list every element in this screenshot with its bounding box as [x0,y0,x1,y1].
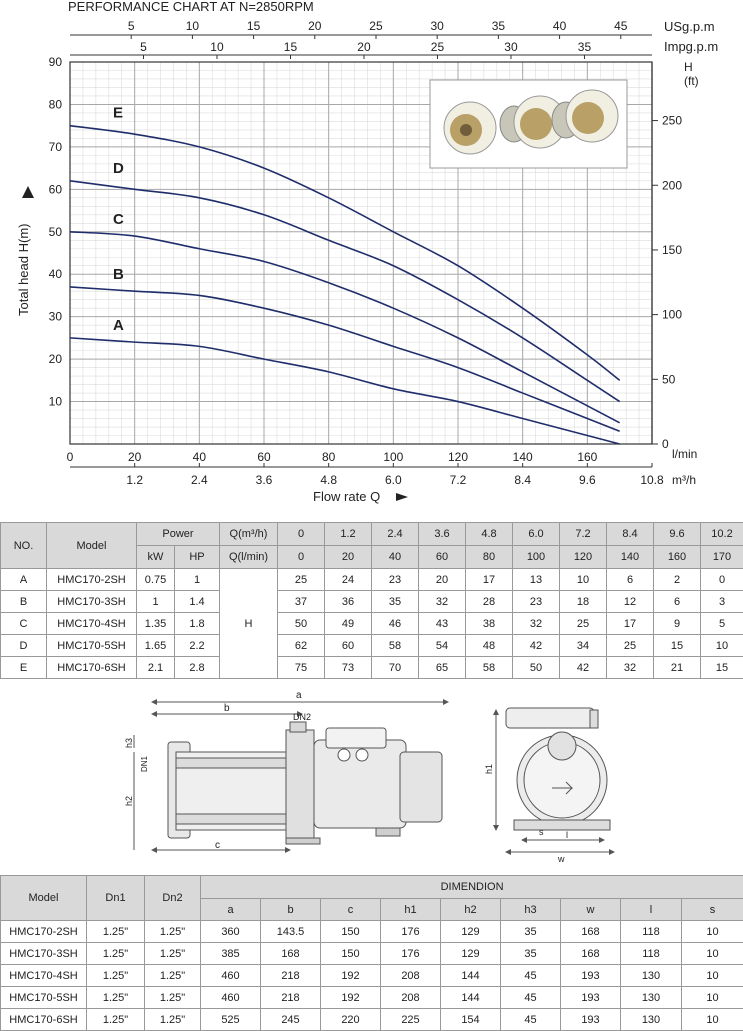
row-no: E [1,657,47,679]
ft-tick-label: 100 [662,308,682,322]
head-value-cell: 18 [560,591,607,613]
series-label-E: E [113,105,123,122]
x-tick-label-lmin: 100 [383,450,403,464]
dim-header-dn1: Dn1 [87,876,145,921]
q-m3h-cell: 3.6 [419,523,466,546]
dim-value-cell: 525 [201,1009,261,1031]
dim-row-dn1: 1.25" [87,943,145,965]
head-value-cell: 35 [372,591,419,613]
table-row [1,613,743,635]
y-tick-label: 80 [49,97,63,111]
row-kw: 0.75 [137,569,175,591]
head-value-cell: 0 [701,569,743,591]
dim-row-dn1: 1.25" [87,987,145,1009]
x-tick-label-m3h: 7.2 [450,473,467,487]
dim-col-header: c [321,899,381,921]
dim-value-cell: 118 [621,943,682,965]
row-model: HMC170-6SH [47,657,137,679]
y-tick-label: 30 [49,310,63,324]
impgpm-tick-label: 35 [578,40,592,54]
y-tick-label: 50 [49,225,63,239]
q-m3h-cell: 9.6 [654,523,701,546]
x-tick-label-lmin: 0 [67,450,74,464]
q-lmin-cell: 170 [701,546,743,569]
dim-row-dn2: 1.25" [145,987,201,1009]
head-value-cell: 32 [607,657,654,679]
dim-value-cell: 385 [201,943,261,965]
q-lmin-cell: 60 [419,546,466,569]
head-value-cell: 38 [466,613,513,635]
head-value-cell: 25 [560,613,607,635]
header-model: Model [47,523,137,569]
dim-label-l: l [566,830,568,840]
q-lmin-cell: 40 [372,546,419,569]
dim-row-model: HMC170-4SH [1,965,87,987]
head-value-cell: 50 [513,657,560,679]
head-value-cell: 3 [701,591,743,613]
dim-value-cell: 460 [201,965,261,987]
row-no: D [1,635,47,657]
dim-value-cell: 129 [441,943,501,965]
head-value-cell: 46 [372,613,419,635]
impgpm-tick-label: 20 [357,40,371,54]
x-axis-label: Flow rate Q [313,489,380,504]
usgpm-tick-label: 35 [492,19,506,33]
dim-header-dn2: Dn2 [145,876,201,921]
head-value-cell: 32 [419,591,466,613]
dim-value-cell: 45 [501,965,561,987]
header-no: NO. [1,523,47,569]
table-row [1,635,743,657]
header-kw: kW [137,546,175,569]
impgpm-tick-label: 15 [284,40,298,54]
dim-value-cell: 460 [201,987,261,1009]
q-lmin-cell: 80 [466,546,513,569]
row-no: B [1,591,47,613]
dim-value-cell: 35 [501,921,561,943]
head-value-cell: 25 [278,569,325,591]
ft-tick-label: 0 [662,437,669,451]
dim-row-dn1: 1.25" [87,965,145,987]
dimension-table [0,875,743,1031]
usgpm-tick-label: 25 [369,19,383,33]
dim-header-model: Model [1,876,87,921]
dim-value-cell: 225 [381,1009,441,1031]
dim-value-cell: 143.5 [261,921,321,943]
y-tick-label: 40 [49,267,63,281]
dim-value-cell: 10 [682,943,743,965]
head-value-cell: 50 [278,613,325,635]
dim-row-dn2: 1.25" [145,965,201,987]
table-row [1,987,743,1009]
pump-drawings [0,680,743,865]
x-tick-label-m3h: 3.6 [256,473,273,487]
head-value-cell: 36 [325,591,372,613]
dim-value-cell: 193 [561,965,621,987]
x-unit-m3h: m³/h [672,473,696,487]
head-value-cell: 73 [325,657,372,679]
impgpm-axis-label: Impg.p.m [664,39,718,54]
head-value-cell: 28 [466,591,513,613]
dim-col-header: h1 [381,899,441,921]
impgpm-tick-label: 30 [504,40,518,54]
head-value-cell: 2 [654,569,701,591]
dim-value-cell: 150 [321,921,381,943]
head-value-cell: 9 [654,613,701,635]
row-hp: 1.8 [175,613,220,635]
dim-value-cell: 220 [321,1009,381,1031]
y-tick-label: 60 [49,182,63,196]
x-tick-label-lmin: 80 [322,450,336,464]
head-value-cell: 17 [607,613,654,635]
header-q-lmin: Q(l/min) [220,546,278,569]
dim-row-dn2: 1.25" [145,921,201,943]
dim-value-cell: 129 [441,921,501,943]
usgpm-tick-label: 5 [128,19,135,33]
head-value-cell: 49 [325,613,372,635]
dim-value-cell: 45 [501,1009,561,1031]
dim-label-dn2: DN2 [293,712,311,722]
head-value-cell: 58 [372,635,419,657]
head-value-cell: 12 [607,591,654,613]
dim-value-cell: 150 [321,943,381,965]
head-value-cell: 42 [513,635,560,657]
ft-tick-label: 250 [662,114,682,128]
usgpm-tick-label: 45 [614,19,628,33]
dim-value-cell: 168 [561,943,621,965]
x-tick-label-m3h: 10.8 [640,473,664,487]
header-q-m3h: Q(m³/h) [220,523,278,546]
head-value-cell: 20 [419,569,466,591]
head-value-cell: 65 [419,657,466,679]
head-value-cell: 15 [654,635,701,657]
head-value-cell: 17 [466,569,513,591]
x-tick-label-m3h: 1.2 [126,473,143,487]
usgpm-tick-label: 20 [308,19,322,33]
series-line-C [70,232,620,423]
impgpm-tick-label: 25 [431,40,445,54]
head-value-cell: 42 [560,657,607,679]
dim-label-s: s [539,827,544,837]
dim-value-cell: 118 [621,921,682,943]
header-power: Power [137,523,220,546]
q-m3h-cell: 8.4 [607,523,654,546]
q-m3h-cell: 7.2 [560,523,607,546]
q-lmin-cell: 160 [654,546,701,569]
x-axis-arrow-icon [396,493,408,501]
ft-axis-label-line2: (ft) [684,74,699,88]
x-tick-label-m3h: 6.0 [385,473,402,487]
dim-row-model: HMC170-6SH [1,1009,87,1031]
q-lmin-cell: 140 [607,546,654,569]
head-value-cell: 5 [701,613,743,635]
row-hp: 2.2 [175,635,220,657]
pump-side-drawing-icon [134,702,448,850]
dim-col-header: l [621,899,682,921]
dim-col-header: s [682,899,743,921]
impgpm-tick-label: 10 [210,40,224,54]
dim-value-cell: 218 [261,965,321,987]
impeller-photo-icon [430,80,627,168]
dim-row-model: HMC170-2SH [1,921,87,943]
dim-value-cell: 208 [381,965,441,987]
dim-value-cell: 168 [561,921,621,943]
row-kw: 1 [137,591,175,613]
dim-value-cell: 168 [261,943,321,965]
row-kw: 1.65 [137,635,175,657]
dim-label-b: b [224,703,230,714]
x-tick-label-lmin: 40 [193,450,207,464]
dim-value-cell: 176 [381,943,441,965]
dim-value-cell: 10 [682,965,743,987]
head-value-cell: 34 [560,635,607,657]
head-value-cell: 37 [278,591,325,613]
usgpm-tick-label: 10 [186,19,200,33]
row-kw: 2.1 [137,657,175,679]
q-m3h-cell: 0 [278,523,325,546]
ft-tick-label: 150 [662,243,682,257]
q-lmin-cell: 120 [560,546,607,569]
y-axis-label [16,186,34,316]
dim-col-header: h2 [441,899,501,921]
head-value-cell: 21 [654,657,701,679]
table-row [1,569,743,591]
dim-row-dn2: 1.25" [145,943,201,965]
dim-value-cell: 130 [621,965,682,987]
dim-value-cell: 144 [441,965,501,987]
usgpm-axis-label: USg.p.m [664,19,715,34]
q-m3h-cell: 4.8 [466,523,513,546]
series-label-C: C [113,211,124,228]
head-value-cell: 43 [419,613,466,635]
head-value-cell: 60 [325,635,372,657]
dim-value-cell: 10 [682,1009,743,1031]
dim-label-h1: h1 [484,764,494,774]
row-h-label: H [220,569,278,679]
dim-value-cell: 218 [261,987,321,1009]
dim-label-c: c [215,840,220,851]
row-model: HMC170-5SH [47,635,137,657]
q-lmin-cell: 0 [278,546,325,569]
head-value-cell: 6 [607,569,654,591]
dim-label-a: a [296,690,302,701]
q-lmin-cell: 20 [325,546,372,569]
x-tick-label-m3h: 9.6 [579,473,596,487]
q-m3h-cell: 6.0 [513,523,560,546]
dim-col-header: b [261,899,321,921]
x-tick-label-lmin: 120 [448,450,468,464]
ft-tick-label: 50 [662,372,676,386]
dim-value-cell: 192 [321,987,381,1009]
head-value-cell: 70 [372,657,419,679]
dim-value-cell: 144 [441,987,501,1009]
head-value-cell: 25 [607,635,654,657]
table-row [1,921,743,943]
row-hp: 1 [175,569,220,591]
dim-value-cell: 192 [321,965,381,987]
head-value-cell: 48 [466,635,513,657]
q-m3h-cell: 10.2 [701,523,743,546]
x-unit-lmin: l/min [672,447,697,461]
head-value-cell: 10 [560,569,607,591]
y-tick-label: 10 [49,395,63,409]
dim-col-header: h3 [501,899,561,921]
y-tick-label: 90 [49,55,63,69]
row-kw: 1.35 [137,613,175,635]
head-value-cell: 23 [513,591,560,613]
dim-value-cell: 245 [261,1009,321,1031]
table-row [1,943,743,965]
row-hp: 1.4 [175,591,220,613]
row-no: A [1,569,47,591]
head-value-cell: 23 [372,569,419,591]
y-tick-label: 70 [49,140,63,154]
usgpm-tick-label: 15 [247,19,261,33]
header-hp: HP [175,546,220,569]
dim-value-cell: 45 [501,987,561,1009]
row-model: HMC170-3SH [47,591,137,613]
dim-value-cell: 193 [561,987,621,1009]
q-m3h-cell: 1.2 [325,523,372,546]
dim-col-header: w [561,899,621,921]
dim-row-model: HMC170-3SH [1,943,87,965]
dim-header-dimension: DIMENDION [201,876,743,899]
row-model: HMC170-2SH [47,569,137,591]
dim-label-h3: h3 [124,738,134,748]
dim-value-cell: 154 [441,1009,501,1031]
chart-title: PERFORMANCE CHART AT N=2850RPM [68,0,314,14]
head-value-cell: 10 [701,635,743,657]
x-tick-label-m3h: 8.4 [514,473,531,487]
x-tick-label-lmin: 20 [128,450,142,464]
x-tick-label-lmin: 160 [577,450,597,464]
head-value-cell: 6 [654,591,701,613]
head-value-cell: 58 [466,657,513,679]
dim-value-cell: 176 [381,921,441,943]
head-value-cell: 13 [513,569,560,591]
dim-value-cell: 208 [381,987,441,1009]
row-model: HMC170-4SH [47,613,137,635]
head-value-cell: 24 [325,569,372,591]
series-label-A: A [113,317,124,334]
x-tick-label-lmin: 60 [257,450,271,464]
performance-table [0,522,743,679]
table-row [1,591,743,613]
dim-value-cell: 193 [561,1009,621,1031]
row-no: C [1,613,47,635]
head-value-cell: 15 [701,657,743,679]
svg-text:Total head H(m): Total head H(m) [16,224,31,316]
table-row [1,657,743,679]
table-row [1,965,743,987]
performance-chart [0,0,743,515]
head-value-cell: 62 [278,635,325,657]
dim-value-cell: 130 [621,987,682,1009]
pump-front-drawing-icon [496,708,614,852]
usgpm-tick-label: 40 [553,19,567,33]
table-row [1,1009,743,1031]
dim-row-dn1: 1.25" [87,1009,145,1031]
head-value-cell: 32 [513,613,560,635]
head-value-cell: 54 [419,635,466,657]
dim-row-dn1: 1.25" [87,921,145,943]
q-m3h-cell: 2.4 [372,523,419,546]
dim-col-header: a [201,899,261,921]
usgpm-tick-label: 30 [431,19,445,33]
impgpm-tick-label: 5 [140,40,147,54]
dim-value-cell: 10 [682,987,743,1009]
dim-value-cell: 10 [682,921,743,943]
row-hp: 2.8 [175,657,220,679]
dim-label-dn1: DN1 [140,755,149,772]
x-tick-label-lmin: 140 [513,450,533,464]
dim-row-dn2: 1.25" [145,1009,201,1031]
dim-row-model: HMC170-5SH [1,987,87,1009]
x-tick-label-m3h: 2.4 [191,473,208,487]
series-label-D: D [113,160,124,177]
dim-value-cell: 35 [501,943,561,965]
dim-value-cell: 130 [621,1009,682,1031]
dim-label-w: w [557,854,565,864]
dim-label-h2: h2 [124,796,134,806]
dim-value-cell: 360 [201,921,261,943]
ft-axis-label-line1: H [684,60,693,74]
ft-tick-label: 200 [662,178,682,192]
q-lmin-cell: 100 [513,546,560,569]
x-tick-label-m3h: 4.8 [320,473,337,487]
y-tick-label: 20 [49,352,63,366]
series-label-B: B [113,266,124,283]
series-line-A [70,338,620,444]
head-value-cell: 75 [278,657,325,679]
